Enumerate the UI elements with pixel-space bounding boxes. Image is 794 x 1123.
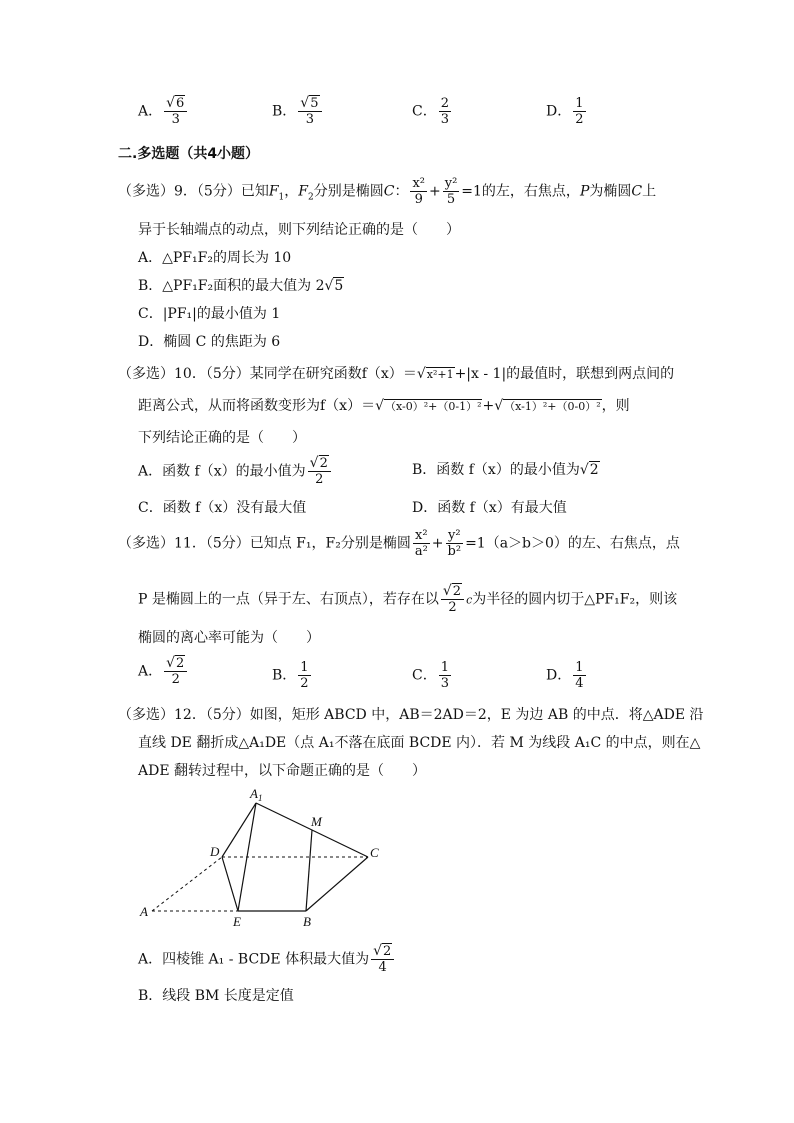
q9-option-b[interactable]: B．△PF₁F₂面积的最大值为 2√5: [138, 278, 344, 294]
fraction: $\frac{√5}{3}$: [298, 96, 321, 127]
edge-ad: [152, 857, 222, 911]
fraction: $\frac{√2}{2}$: [164, 656, 187, 687]
fraction: $\frac{\text{x²}}{9}$: [412, 176, 425, 207]
q8-option-b[interactable]: B． $\frac{√5}{3}$: [272, 96, 324, 127]
label-c: C: [370, 845, 379, 860]
section-heading: 二.多选题（共4小题）: [118, 146, 260, 162]
label-b: B: [303, 914, 311, 929]
q11-stem-line2: P 是椭圆上的一点（异于左、右顶点），若存在以 $\frac{√2}{2}$ c为半径的圆内切于△PF₁F₂，则该: [138, 583, 678, 615]
label-d: D: [210, 844, 220, 859]
q9-option-a[interactable]: A．△PF₁F₂的周长为 10: [138, 250, 292, 266]
q9-option-c[interactable]: C．|PF₁|的最小值为 1: [138, 306, 281, 322]
q11-stem-line1: （多选）11．（5分）已知点 F₁，F₂分别是椭圆 $\frac{\text{x²}}{\text{a²}}$ + $\frac{\text{y²}}{\text{b²}}$ =1（a＞b＞0）的左、右焦点，点: [118, 528, 680, 559]
q12-option-b[interactable]: B．线段 BM 长度是定值: [138, 988, 294, 1004]
fraction: $\frac{2}{3}$: [440, 96, 449, 127]
label-a1: $A_1$: [250, 786, 263, 803]
label-a: A: [140, 904, 148, 919]
q11-option-c[interactable]: C． $\frac{1}{3}$: [412, 660, 449, 691]
q10-option-a[interactable]: A．函数 f（x）的最小值为 $\frac{√2}{2}$: [138, 456, 333, 487]
fraction: $\frac{1}{3}$: [440, 660, 449, 691]
label-e: E: [233, 914, 241, 929]
fraction: $\frac{\text{x²}}{\text{a²}}$: [414, 528, 428, 559]
q9-stem-line2: 异于长轴端点的动点，则下列结论正确的是（ ）: [138, 222, 460, 238]
q10-option-b[interactable]: B．函数 f（x）的最小值为√2: [412, 462, 599, 478]
fraction: $\frac{1}{2}$: [300, 660, 309, 691]
label-m: M: [311, 814, 322, 829]
q8-option-a[interactable]: A． $\frac{√6}{3}$: [138, 96, 189, 127]
fraction: $\frac{\text{y²}}{\text{b²}}$: [447, 528, 462, 559]
fraction: $\frac{√6}{3}$: [164, 96, 187, 127]
q10-stem-line3: 下列结论正确的是（ ）: [138, 430, 306, 446]
q11-option-b[interactable]: B． $\frac{1}{2}$: [272, 660, 309, 691]
q9-option-d[interactable]: D．椭圆 C 的焦距为 6: [138, 334, 281, 350]
fraction: $\frac{1}{2}$: [575, 96, 584, 127]
fraction: $\frac{1}{4}$: [575, 660, 584, 691]
q10-stem-line1: （多选）10．（5分）某同学在研究函数f（x）＝√x²+1+|x - 1|的最值时，联想到两点间的: [118, 366, 675, 382]
q10-option-c[interactable]: C．函数 f（x）没有最大值: [138, 500, 307, 516]
q10-option-d[interactable]: D．函数 f（x）有最大值: [412, 500, 567, 516]
fraction: $\frac{√2}{2}$: [308, 456, 331, 487]
q11-stem-line3: 椭圆的离心率可能为（ ）: [138, 630, 320, 646]
edge-de: [222, 857, 238, 911]
folded-rectangle-figure: [130, 780, 400, 930]
edge-bm: [306, 830, 312, 911]
q12-option-a[interactable]: A．四棱锥 A₁ - BCDE 体积最大值为 $\frac{√2}{4}$: [138, 944, 396, 975]
q10-stem-line2: 距离公式，从而将函数变形为f（x）＝√（x-0）²+（0-1）²+√（x-1）²+（0-0）²，则: [138, 398, 630, 414]
q11-option-a[interactable]: A． $\frac{√2}{2}$: [138, 656, 189, 687]
fraction: $\frac{√2}{2}$: [441, 584, 464, 615]
q12-stem-line2: 直线 DE 翻折成△A₁DE（点 A₁不落在底面 BCDE 内）．若 M 为线段 A₁C 的中点，则在△: [138, 735, 701, 751]
q8-option-c[interactable]: C． $\frac{2}{3}$: [412, 96, 449, 127]
fraction: $\frac{\text{y²}}{5}$: [444, 176, 458, 207]
q9-stem-line1: （多选）9．（5分）已知$F_1$，$F_2$分别是椭圆C： $\frac{\text{x²}}{9}$ + $\frac{\text{y²}}{5}$ =1的左，右焦点，P为椭圆C上: [118, 176, 657, 207]
q12-stem-line1: （多选）12．（5分）如图，矩形 ABCD 中，AB＝2AD＝2，E 为边 AB 的中点．将△ADE 沿: [118, 707, 704, 723]
edge-bc: [306, 857, 368, 911]
q11-option-d[interactable]: D． $\frac{1}{4}$: [546, 660, 584, 691]
fraction: $\frac{√2}{4}$: [371, 944, 394, 975]
q8-option-d[interactable]: D． $\frac{1}{2}$: [546, 96, 584, 127]
q12-stem-line3: ADE 翻转过程中，以下命题正确的是（ ）: [138, 763, 427, 779]
